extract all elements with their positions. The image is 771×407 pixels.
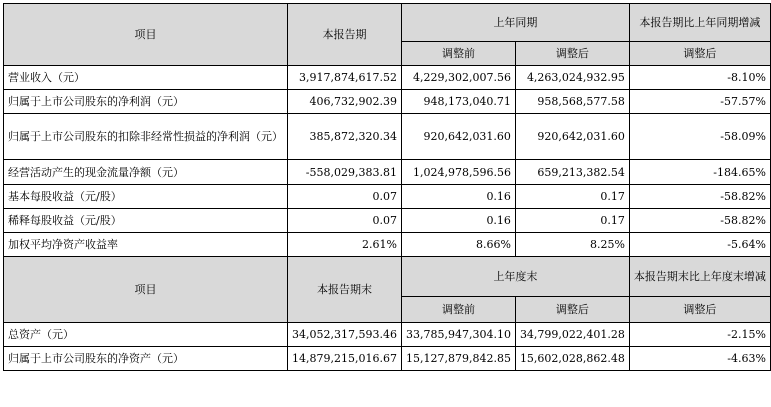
cell-current: 3,917,874,617.52 [288, 66, 402, 90]
header-period-end: 本报告期末 [288, 257, 402, 323]
table-row [4, 66, 771, 90]
subheader-before-adjustment: 调整前 [401, 297, 515, 323]
cell-after: 0.17 [515, 185, 629, 209]
cell-before: 33,785,947,304.10 [401, 323, 515, 347]
cell-current: 0.07 [288, 209, 402, 233]
subheader-before-adjustment: 调整前 [401, 42, 515, 66]
header-change: 本报告期比上年同期增减 [629, 4, 770, 42]
cell-current: 34,052,317,593.46 [288, 323, 402, 347]
cell-after: 920,642,031.60 [515, 114, 629, 160]
cell-current: 2.61% [288, 233, 402, 257]
row-label: 归属于上市公司股东的净资产（元） [4, 347, 288, 371]
cell-after: 0.17 [515, 209, 629, 233]
row-label: 归属于上市公司股东的扣除非经常性损益的净利润（元） [4, 114, 288, 160]
cell-before: 15,127,879,842.85 [401, 347, 515, 371]
cell-after: 34,799,022,401.28 [515, 323, 629, 347]
cell-after: 958,568,577.58 [515, 90, 629, 114]
row-label: 营业收入（元） [4, 66, 288, 90]
table-row [4, 90, 771, 114]
header-row [4, 4, 771, 42]
cell-change: -58.82% [629, 185, 770, 209]
row-label: 总资产（元） [4, 323, 288, 347]
cell-before: 4,229,302,007.56 [401, 66, 515, 90]
cell-change: -4.63% [629, 347, 770, 371]
header-prior-year-end: 上年度末 [401, 257, 629, 297]
header-change: 本报告期末比上年度末增减 [629, 257, 770, 297]
header-row [4, 257, 771, 297]
cell-after: 659,213,382.54 [515, 160, 629, 185]
subheader-change-after: 调整后 [629, 42, 770, 66]
cell-change: -57.57% [629, 90, 770, 114]
financial-indicators-table [3, 3, 771, 371]
header-prior-period: 上年同期 [401, 4, 629, 42]
header-item: 项目 [4, 4, 288, 66]
table-row [4, 347, 771, 371]
table-row [4, 233, 771, 257]
cell-before: 0.16 [401, 209, 515, 233]
row-label: 加权平均净资产收益率 [4, 233, 288, 257]
cell-after: 4,263,024,932.95 [515, 66, 629, 90]
cell-after: 8.25% [515, 233, 629, 257]
cell-current: -558,029,383.81 [288, 160, 402, 185]
cell-change: -8.10% [629, 66, 770, 90]
cell-change: -58.09% [629, 114, 770, 160]
cell-current: 406,732,902.39 [288, 90, 402, 114]
cell-current: 14,879,215,016.67 [288, 347, 402, 371]
subheader-after-adjustment: 调整后 [515, 42, 629, 66]
subheader-change-after: 调整后 [629, 297, 770, 323]
cell-change: -5.64% [629, 233, 770, 257]
subheader-after-adjustment: 调整后 [515, 297, 629, 323]
cell-before: 920,642,031.60 [401, 114, 515, 160]
row-label: 归属于上市公司股东的净利润（元） [4, 90, 288, 114]
table-row [4, 185, 771, 209]
cell-after: 15,602,028,862.48 [515, 347, 629, 371]
table-row [4, 209, 771, 233]
cell-change: -2.15% [629, 323, 770, 347]
table-row [4, 160, 771, 185]
header-item: 项目 [4, 257, 288, 323]
cell-change: -58.82% [629, 209, 770, 233]
cell-before: 1,024,978,596.56 [401, 160, 515, 185]
cell-before: 948,173,040.71 [401, 90, 515, 114]
header-current-period: 本报告期 [288, 4, 402, 66]
row-label: 经营活动产生的现金流量净额（元） [4, 160, 288, 185]
cell-current: 0.07 [288, 185, 402, 209]
table-row [4, 114, 771, 160]
cell-current: 385,872,320.34 [288, 114, 402, 160]
row-label: 基本每股收益（元/股） [4, 185, 288, 209]
cell-change: -184.65% [629, 160, 770, 185]
row-label: 稀释每股收益（元/股） [4, 209, 288, 233]
cell-before: 8.66% [401, 233, 515, 257]
table-row [4, 323, 771, 347]
cell-before: 0.16 [401, 185, 515, 209]
